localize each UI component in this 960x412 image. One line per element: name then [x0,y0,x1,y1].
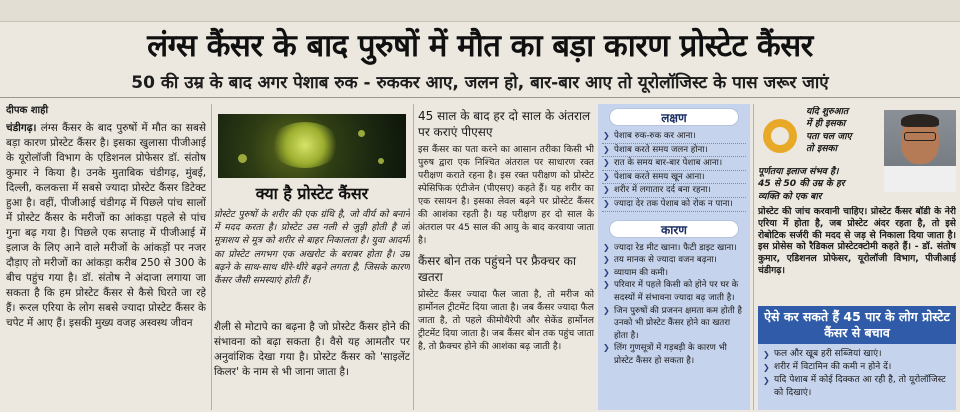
fracture-heading: कैंसर बोन तक पहुंचने पर फ्रैक्चर का खतरा [418,254,576,284]
doctor-quote-text: प्रोस्टेट की जांच करवानी चाहिए। प्रोस्टेट कैंसर बॉडी के नेरी एरिया में होता है, जब प्रोस्टेट अंदर रहता है, तो इसे रोबोटिक सर्जरी की मदद से जड़ से निकाला दिया जाता है। इस प्रोसेस को रैडिकल प्रोस्टेटक्टोमी कहते हैं। - डॉ. संतोष कुमार, एडिशनल प्रोफेसर, यूरोलॉजी विभाग, पीजीआई चंडीगढ़। [758,206,956,276]
symptoms-list [602,130,746,212]
list-item: ❯ यदि पेशाब में कोई दिक्कत आ रही है, तो यूरोलॉजिस्ट को दिखाएं। [762,374,952,400]
column-rule [211,104,212,410]
list-item: ❯ शरीर में लगातार दर्द बना रहना। [602,184,746,198]
quote-line: पूर्णतया इलाज संभव है। [758,166,839,177]
list-item: ❯ रात के समय बार-बार पेशाब आना। [602,157,746,171]
cancer-cell-photo [218,114,406,178]
fracture-text: प्रोस्टेट कैंसर ज्यादा फैल जाता है, तो मरीज को हार्मोनल ट्रीटमेंट दिया जाता है। जब कैंसर ज्यादा फैल जाता है, तो पहले कीमोथैरेपी और सेकेंड हार्मोनल ट्रीटमेंट दिया जाता है। जब कैंसर बोन तक पहुंच जाता है, तो फ्रैक्चर होने की आशंका बढ़ जाती है। [418,289,594,352]
list-item: ❯ ज्यादा रेड मीट खाना। फैटी डाइट खाना। [602,242,746,255]
main-story-body: लंग्स कैंसर के बाद पुरुषों में मौत का सबसे बड़ा कारण प्रोस्टेट कैंसर है। इसका खुलासा पीजीआई के यूरोलॉजी विभाग के एडिशनल प्रोफेसर डॉ. संतोष कुमार ने किया है। उनके मुताबिक चंडीगढ़, मुंबई, दिल्ली, कलकत्ता में सबसे ज्यादा प्रोस्टेट कैंसर डिटेक्ट हुआ है। वहीं, पीजीआई चंडीगढ़ में पिछले पांच सालों में प्रोस्टेट कैंसर के मरीजों का आंकड़ा पहले से पांच गुना बढ़ गया है। पिछले एक सप्ताह में पीजीआई में इलाज के लिए आने वाले मरीजों के आंकड़ों पर नजर दौड़ाए तो मरीजों का आंकड़ा करीब 250 से 300 के बीच पहुंच गया है। डॉ. संतोष ने अंदाजा लगाया जा सकता है कि हम प्रोस्टेट कैंसर से कैसे घिरते जा रहे हैं। रूरल एरिया के लोग सबसे ज्यादा प्रोस्टेट कैंसर के चपेट में आए हैं। इसकी मुख्य वजह अस्वस्थ जीवन [6,122,206,329]
dateline: चंडीगढ़। [6,122,37,134]
quote-line: में ही इसका [806,118,846,130]
newspaper-logo-icon [756,110,804,162]
column-main-story [6,102,206,410]
quote-line: तो इसका [806,143,837,155]
prevention-list [758,344,956,400]
quote-line: यदि शुरुआत [806,106,849,117]
list-item: ❯ पेशाब करते समय जलन होना। [602,144,746,158]
causes-list [602,242,746,368]
column-tests [418,108,594,410]
cell-dot [358,130,365,137]
main-story-continued: शैली से मोटापे का बढ़ना है जो प्रोस्टेट कैंसर होने की संभावना को बढ़ा सकता है। वैसे यह आमतौर पर अनुवांशिक देखा गया है। प्रोस्टेट कैंसर को 'साइलेंट किलर' के नाम से भी जाना जाता है। [214,321,410,378]
list-item: ❯ फल और खूब हरी सब्जियां खाएं। [762,348,952,361]
prevention-box [758,306,956,410]
list-item: ❯ जिन पुरुषों की प्रजनन क्षमता कम होती है उनको भी प्रोस्टेट कैंसर होने का खतरा होता है। [602,305,746,343]
causes-heading: कारण [609,220,739,238]
column-rule [753,104,754,410]
list-item: ❯ लिंग गुणसूत्रों में गड़बड़ी के कारण भी प्रोस्टेट कैंसर हो सकता है। [602,342,746,367]
explainer-box [214,182,410,314]
psa-text: इस कैंसर का पता करने का आसान तरीका किसी भी पुरुष द्वारा एक निश्चित अंतराल पर साधारण रक्त परीक्षण कराते रहना है। इस रक्त परीक्षण को प्रोस्टेट स्पेसिफिक एंटीजेन (पीएसए) कहते हैं। यह शरीर का एक रसायन है। इसका लेवल बढ़ने पर प्रोस्टेट कैंसर की आशंका रहती है। यह परीक्षण हर दो साल के अंतराल पर 45 साल की आयु के बाद करवाया जाता है। [418,144,594,246]
list-item: ❯ पेशाब रुक-रुक कर आना। [602,130,746,144]
quote-line: पता चल जाए [806,130,852,142]
main-story-text [6,121,206,331]
column-rule [413,104,414,410]
headline: लंग्स कैंसर के बाद पुरुषों में मौत का बड़ा कारण प्रोस्टेट कैंसर [147,28,813,64]
top-strip [0,0,960,22]
divider [0,97,960,98]
list-item: ❯ ज्यादा देर तक पेशाब को रोक न पाना। [602,198,746,212]
subheadline: 50 की उम्र के बाद अगर पेशाब रुक - रुककर आए, जलन हो, बार-बार आए तो यूरोलॉजिस्ट के पास जरूर जाएं [131,73,829,93]
quote-line: 45 से 50 की उम्र के हर [758,178,845,190]
byline: दीपक शाही [6,105,49,116]
doctor-quote-body [758,206,956,302]
doctor-photo [884,110,956,192]
psa-heading: 45 साल के बाद हर दो साल के अंतराल पर कराएं पीएसए [418,109,591,139]
symptoms-heading: लक्षण [609,108,739,126]
explainer-text: प्रोस्टेट पुरुषों के शरीर की एक ग्रंथि है, जो वीर्य को बनाने में मदद करता है। प्रोस्टेट उस नली से जुड़ी होती है जो मूत्राशय से मूत्र को शरीर से बाहर निकालता है। युवा आदमी का प्रोस्टेट लगभग एक अखरोट के बराबर होता है। उम्र बढ़ने के साथ-साथ धीरे-धीरे बढ़ने लगता है, जिसके कारण कैंसर जैसी समस्याएं होती हैं। [214,209,410,287]
quote-line: व्यक्ति को एक बार [758,190,822,202]
explainer-title: क्या है प्रोस्टेट कैंसर [255,184,369,203]
cell-dot [378,158,384,164]
cell-glow [270,122,340,168]
list-item: ❯ परिवार में पहले किसी को होने पर घर के सदस्यों में संभावना ज्यादा बढ़ जाती है। [602,279,746,304]
list-item: ❯ पेशाब करते समय खून आना। [602,171,746,185]
list-item: ❯ शरीर में विटामिन की कमी न होने दें। [762,361,952,374]
prevention-title: ऐसे कर सकते हैं 45 पार के लोग प्रोस्टेट कैंसर से बचाव [758,306,956,344]
doctor-quote-middle [758,166,882,206]
cell-dot [238,154,247,163]
list-item: ❯ व्यायाम की कमी। [602,267,746,280]
symptoms-causes-panel [598,104,750,410]
list-item: ❯ तय मानक से ज्यादा वजन बढ़ना। [602,254,746,267]
